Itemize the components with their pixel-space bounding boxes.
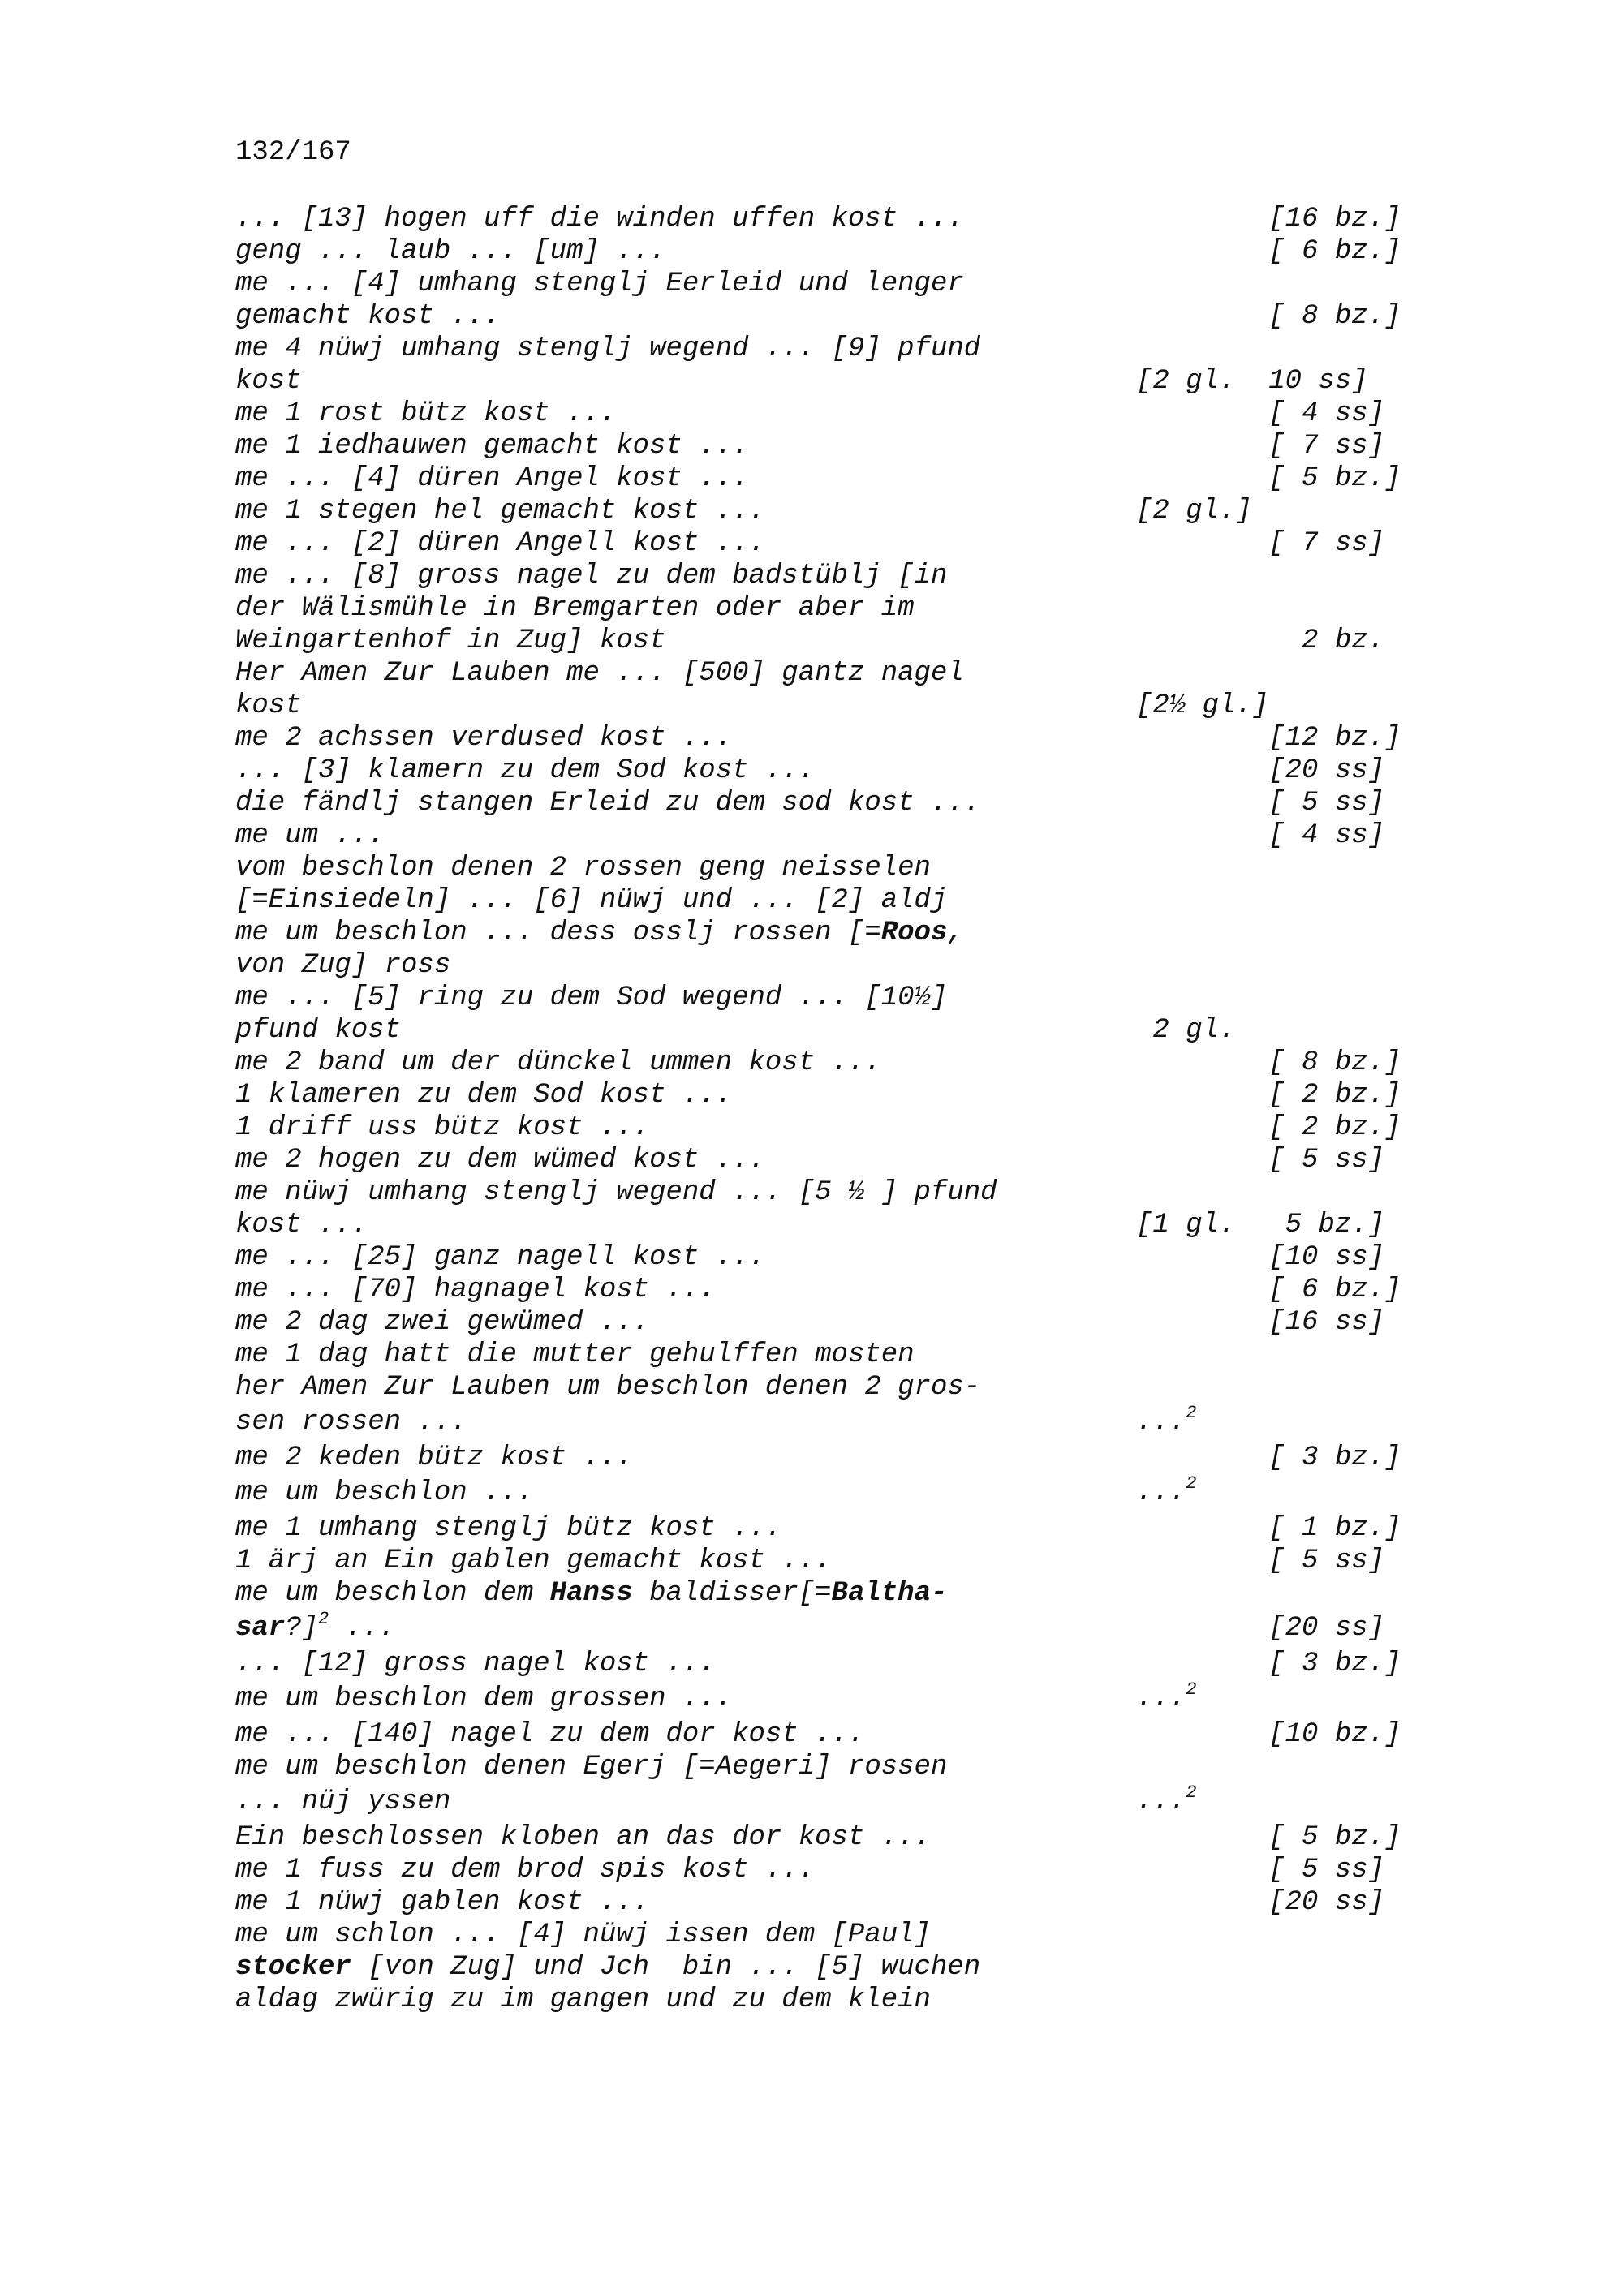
footnote-marker: 2 [318,1609,329,1629]
entry-amount [1136,430,1384,462]
ledger-line [235,527,1420,560]
entry-text [235,203,964,235]
amount-value: [12 bz.] [1136,723,1401,754]
entry-amount [1136,1241,1384,1274]
entry-text-part: me nüwj umhang stenglj wegend ... [5 ½ ] pfund [235,1177,997,1208]
entry-text [235,1047,881,1079]
entry-text [235,462,749,495]
amount-value: [ 5 ss] [1136,1145,1385,1176]
entry-amount [1136,1610,1384,1648]
entry-text-part: aldag zwürig zu im gangen und zu dem klein [235,1984,931,2015]
entry-text-part: me um beschlon dem [235,1578,550,1609]
entry-text [235,1545,832,1577]
entry-text-part: gemacht kost ... [235,301,501,332]
amount-value: ... [1136,1683,1186,1714]
ledger-line [235,884,1420,917]
entry-text [235,1144,765,1176]
entry-text-part: die fändlj stangen Erleid zu dem sod kost ... [235,788,981,819]
entry-amount [1136,1111,1401,1144]
entry-text [235,333,980,365]
entry-text-part: ... nüj yssen [235,1786,451,1817]
entry-text-part: me um schlon ... [4] nüwj issen dem [Paul] [235,1920,931,1950]
entry-text [235,1512,781,1545]
ledger-line [235,300,1420,333]
amount-value: [ 5 bz.] [1136,1822,1401,1853]
entry-text [235,1306,649,1339]
ledger-line [235,1014,1420,1047]
entry-text-part: me um beschlon dem grossen ... [235,1683,733,1714]
entry-amount [1136,1512,1401,1545]
entry-text-part: 1 ärj an Ein gablen gemacht kost ... [235,1546,832,1576]
entry-amount [1136,203,1401,235]
ledger-line [235,787,1420,819]
ledger-line [235,203,1420,235]
entry-text-part: me 2 hogen zu dem wümed kost ... [235,1145,765,1176]
entry-text-part: me ... [140] nagel zu dem dor kost ... [235,1719,865,1750]
entry-text [235,884,947,917]
entry-amount [1136,1783,1196,1821]
entry-text [235,1718,864,1751]
amount-value: [ 2 bz.] [1136,1112,1401,1143]
entry-text-part: me 1 fuss zu dem brod spis kost ... [235,1855,816,1885]
entry-text [235,1610,395,1648]
entry-text-part: kost ... [235,1210,368,1240]
entry-text [235,1984,931,2016]
ledger-line [235,917,1420,949]
entry-amount [1136,1306,1384,1339]
amount-value: [ 6 bz.] [1136,236,1401,267]
amount-value: ... [1136,1477,1186,1508]
entry-amount [1136,1442,1401,1474]
entry-text-part: me ... [70] hagnagel kost ... [235,1275,716,1305]
ledger-line [235,560,1420,592]
entry-text [235,1274,716,1306]
amount-value: [16 ss] [1136,1307,1385,1338]
entry-text [235,268,964,300]
entry-text-part: me ... [25] ganz nagell kost ... [235,1242,765,1273]
entry-amount [1136,1047,1401,1079]
entry-text [235,1176,997,1209]
entry-text [235,917,964,949]
entry-text [235,1577,947,1610]
ledger-line [235,1512,1420,1545]
ledger-line [235,1919,1420,1951]
entry-amount [1136,819,1384,852]
ledger-line [235,1751,1420,1783]
entry-text-part: [=Einsiedeln] ... [6] nüwj und ... [2] aldj [235,885,948,916]
ledger-line [235,852,1420,884]
amount-value: [16 bz.] [1136,204,1401,234]
ledger-line [235,625,1420,657]
entry-text-part: 1 klameren zu dem Sod kost ... [235,1080,733,1111]
entry-amount [1136,1545,1384,1577]
entry-text-part: ... [13] hogen uff die winden uffen kost ... [235,204,964,234]
entry-amount [1136,462,1401,495]
ledger-line [235,657,1420,690]
ledger-line [235,1783,1420,1821]
entry-amount [1136,1648,1401,1680]
entry-amount [1136,1209,1384,1241]
entry-text-part: [von Zug] und Jch bin ... [5] wuchen [351,1952,981,1983]
ledger-line [235,1404,1420,1442]
entry-text [235,690,302,722]
entry-text-part: ... [12] gross nagel kost ... [235,1649,716,1679]
ledger-line [235,1306,1420,1339]
ledger-line [235,1680,1420,1718]
entry-text-part: me 1 umhang stenglj bütz kost ... [235,1513,782,1544]
entry-text-part: ... [3] klamern zu dem Sod kost ... [235,755,816,786]
footnote-marker: 2 [1186,1403,1197,1423]
entry-text-part: me um beschlon denen Egerj [=Aegeri] rossen [235,1752,948,1782]
amount-value: [ 7 ss] [1136,528,1385,559]
entry-amount [1136,1821,1401,1854]
entry-text [235,722,732,755]
entry-text [235,1680,732,1718]
ledger-line [235,690,1420,722]
entry-text-part: me ... [4] düren Angel kost ... [235,463,749,494]
entry-text [235,365,302,398]
footnote-marker: 2 [1186,1473,1197,1494]
entry-text-part: baldisser[= [632,1578,832,1609]
entry-text-part: ?] [285,1613,319,1644]
entry-text-part: me 1 dag hatt die mutter gehulffen mosten [235,1339,915,1370]
entry-amount [1136,1474,1196,1512]
amount-value: [ 6 bz.] [1136,1275,1401,1305]
amount-value: [ 3 bz.] [1136,1649,1401,1679]
amount-value: [ 7 ss] [1136,431,1385,462]
footnote-marker: 2 [1186,1782,1197,1803]
ledger-line [235,1545,1420,1577]
ledger-line [235,1854,1420,1886]
entry-text [235,1371,980,1404]
entry-text [235,235,666,268]
entry-text-part: 1 driff uss bütz kost ... [235,1112,650,1143]
entry-text [235,527,765,560]
entry-amount [1136,235,1401,268]
ledger-line [235,592,1420,625]
entry-amount [1136,1886,1384,1919]
entry-amount [1136,1274,1401,1306]
entry-text-part: me 2 dag zwei gewümed ... [235,1307,650,1338]
ledger-line [235,1648,1420,1680]
entry-text [235,982,947,1014]
ledger-line [235,1209,1420,1241]
ledger-line [235,495,1420,527]
entry-text [235,560,947,592]
entry-text-part: me 2 keden bütz kost ... [235,1443,633,1473]
entry-text [235,1783,450,1821]
entry-amount [1136,722,1401,755]
amount-value: [10 bz.] [1136,1719,1401,1750]
entry-text [235,1854,815,1886]
entry-name: sar [235,1613,286,1644]
amount-value: [20 ss] [1136,1887,1385,1918]
ledger-entries [235,203,1420,2016]
entry-amount [1136,1404,1196,1442]
entry-text [235,755,815,787]
amount-value: [ 5 ss] [1136,1546,1385,1576]
entry-name: stocker [235,1952,351,1983]
entry-text [235,852,931,884]
entry-text-part: ... [329,1613,395,1644]
entry-text-part: me 1 nüwj gablen kost ... [235,1887,650,1918]
entry-name: Baltha- [831,1578,948,1609]
ledger-line [235,1144,1420,1176]
entry-text-part: me ... [4] umhang stenglj Eerleid und lenger [235,269,964,299]
ledger-line [235,365,1420,398]
entry-text-part: me 1 rost bütz kost ... [235,398,617,429]
ledger-line [235,1274,1420,1306]
entry-text-part: Her Amen Zur Lauben me ... [500] gantz nagel [235,658,964,689]
ledger-line [235,819,1420,852]
entry-amount [1136,300,1401,333]
entry-name: Hanss [549,1578,633,1609]
amount-value: [2 gl.] [1136,496,1252,527]
entry-amount [1136,755,1384,787]
amount-value: [20 ss] [1136,1613,1385,1644]
entry-text-part: geng ... laub ... [um] ... [235,236,666,267]
entry-text [235,1919,931,1951]
ledger-line [235,462,1420,495]
ledger-line [235,1371,1420,1404]
entry-text-part: me um beschlon ... dess osslj rossen [= [235,918,881,948]
amount-value: [ 5 ss] [1136,788,1385,819]
entry-text-part: me um beschlon ... [235,1477,534,1508]
entry-text [235,657,964,690]
ledger-line [235,1984,1420,2016]
ledger-line [235,430,1420,462]
entry-text [235,495,765,527]
ledger-line [235,333,1420,365]
entry-text-part: der Wälismühle in Bremgarten oder aber im [235,593,915,624]
amount-value: [10 ss] [1136,1242,1385,1273]
entry-text-part: pfund kost [235,1015,402,1046]
entry-amount [1136,1680,1196,1718]
amount-value: [ 8 bz.] [1136,301,1401,332]
ledger-line [235,1610,1420,1648]
ledger-line [235,982,1420,1014]
amount-value: [ 4 ss] [1136,398,1385,429]
entry-text [235,1111,649,1144]
entry-text [235,1751,947,1783]
amount-value: [2½ gl.] [1136,690,1269,721]
amount-value: [ 4 ss] [1136,820,1385,851]
amount-value: [ 8 bz.] [1136,1047,1401,1078]
amount-value: 2 gl. [1136,1015,1236,1046]
entry-text [235,949,450,982]
amount-value: ... [1136,1786,1186,1817]
entry-text-part: me ... [5] ring zu dem Sod wegend ... [10½] [235,982,948,1013]
entry-text [235,1014,401,1047]
entry-text [235,1648,716,1680]
ledger-line [235,1176,1420,1209]
ledger-line [235,1718,1420,1751]
entry-text [235,1241,765,1274]
entry-text [235,1886,649,1919]
ledger-line [235,398,1420,430]
ledger-line [235,1951,1420,1984]
ledger-line [235,755,1420,787]
entry-text [235,819,385,852]
amount-value: 2 bz. [1136,626,1385,656]
entry-text [235,1404,467,1442]
entry-text [235,592,915,625]
entry-text-part: me ... [2] düren Angell kost ... [235,528,765,559]
entry-text-part: me 2 band um der dünckel ummen kost ... [235,1047,881,1078]
page-number: 132/167 [235,137,351,168]
entry-text-part: me ... [8] gross nagel zu dem badstüblj [in [235,561,948,591]
entry-amount [1136,1718,1401,1751]
entry-amount [1136,1854,1384,1886]
entry-text-part: me 1 iedhauwen gemacht kost ... [235,431,749,462]
ledger-line [235,1474,1420,1512]
ledger-line [235,1577,1420,1610]
ledger-line [235,949,1420,982]
ledger-line [235,1241,1420,1274]
amount-value: [ 3 bz.] [1136,1443,1401,1473]
ledger-line [235,268,1420,300]
entry-text [235,300,500,333]
entry-amount [1136,1079,1401,1111]
entry-name: Roos [880,918,948,948]
entry-text-part: vom beschlon denen 2 rossen geng neisselen [235,853,931,884]
entry-amount [1136,1014,1235,1047]
entry-text-part: kost [235,366,302,397]
amount-value: [20 ss] [1136,755,1385,786]
entry-text-part: me 1 stegen hel gemacht kost ... [235,496,765,527]
entry-amount [1136,365,1368,398]
entry-text [235,1079,732,1111]
amount-value: [ 1 bz.] [1136,1513,1401,1544]
entry-amount [1136,1144,1384,1176]
entry-amount [1136,625,1384,657]
entry-text-part: me 4 nüwj umhang stenglj wegend ... [9] pfund [235,333,981,364]
entry-text [235,1339,915,1371]
amount-value: [ 5 bz.] [1136,463,1401,494]
entry-text [235,1474,533,1512]
ledger-line [235,1079,1420,1111]
ledger-line [235,1821,1420,1854]
entry-amount [1136,495,1252,527]
entry-text-part: von Zug] ross [235,950,451,981]
amount-value: [ 5 ss] [1136,1855,1385,1885]
ledger-line [235,1047,1420,1079]
entry-text [235,787,980,819]
entry-text [235,1209,368,1241]
amount-value: ... [1136,1407,1186,1438]
entry-text [235,1951,980,1984]
amount-value: [ 2 bz.] [1136,1080,1401,1111]
entry-text-part: sen rossen ... [235,1407,467,1438]
entry-text-part: me 2 achssen verdused kost ... [235,723,733,754]
entry-text [235,625,666,657]
entry-text [235,430,749,462]
ledger-line [235,722,1420,755]
ledger-line [235,1442,1420,1474]
entry-text [235,1821,931,1854]
entry-amount [1136,690,1268,722]
entry-text-part: me um ... [235,820,385,851]
entry-text-part: kost [235,690,302,721]
entry-text [235,398,616,430]
ledger-line [235,1886,1420,1919]
entry-amount [1136,398,1384,430]
ledger-line [235,1339,1420,1371]
footnote-marker: 2 [1186,1679,1197,1700]
entry-text-part: Ein beschlossen kloben an das dor kost ... [235,1822,931,1853]
entry-text-part: , [947,918,964,948]
entry-amount [1136,527,1384,560]
entry-text [235,1442,633,1474]
entry-amount [1136,787,1384,819]
amount-value: [1 gl. 5 bz.] [1136,1210,1385,1240]
amount-value: [2 gl. 10 ss] [1136,366,1368,397]
entry-text-part: Weingartenhof in Zug] kost [235,626,666,656]
ledger-line [235,1111,1420,1144]
entry-text-part: her Amen Zur Lauben um beschlon denen 2 gros- [235,1372,981,1403]
ledger-line [235,235,1420,268]
